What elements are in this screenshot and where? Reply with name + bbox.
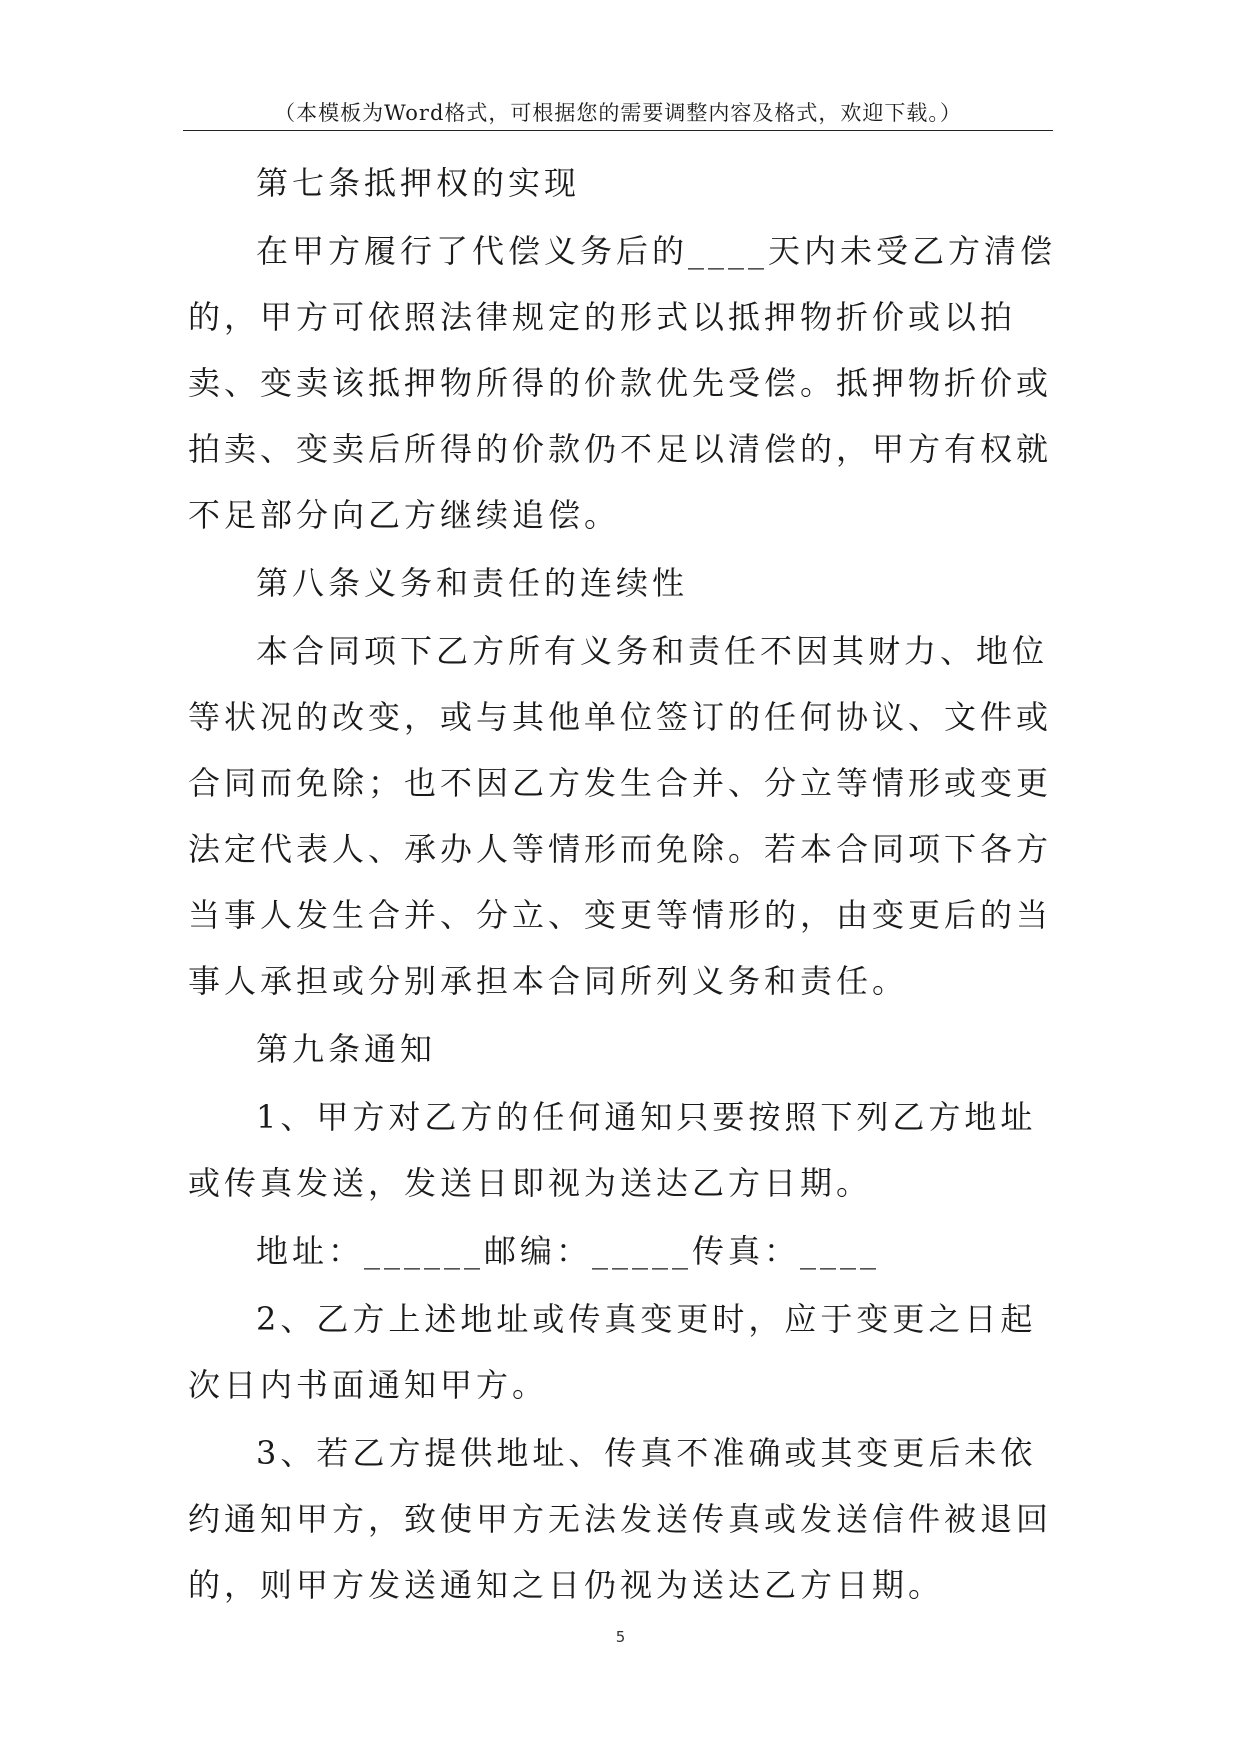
article-9-clause-1: 1、甲方对乙方的任何通知只要按照下列乙方地址或传真发送，发送日即视为送达乙方日期。 [188,1098,1037,1202]
contact-fields-line: 地址：______邮编：_____传真：____ [256,1232,881,1270]
article-8-heading: 第八条义务和责任的连续性 [256,564,689,602]
template-note-header: （本模板为Word格式，可根据您的需要调整内容及格式，欢迎下载。） [274,101,962,125]
article-9-clause-2: 2、乙方上述地址或传真变更时，应于变更之日起次日内书面通知甲方。 [188,1300,1037,1404]
article-9-clause-3: 3、若乙方提供地址、传真不准确或其变更后未依约通知甲方，致使甲方无法发送传真或发送信件被退回的，则甲方发送通知之日仍视为送达乙方日期。 [188,1434,1053,1604]
article-9-heading: 第九条通知 [256,1030,437,1068]
article-8-paragraph: 本合同项下乙方所有义务和责任不因其财力、地位等状况的改变，或与其他单位签订的任何协议、文件或合同而免除；也不因乙方发生合并、分立等情形或变更法定代表人、承办人等情形而免除。若本合同项下各方当事人发生合并、分立、变更等情形的，由变更后的当事人承担或分别承担本合同所列义务和责任。 [188,632,1053,1000]
page-number: 5 [615,1628,626,1646]
article-7-paragraph: 在甲方履行了代偿义务后的____天内未受乙方清偿的，甲方可依照法律规定的形式以抵押物折价或以拍卖、变卖该抵押物所得的价款优先受偿。抵押物折价或拍卖、变卖后所得的价款仍不足以清偿的，甲方有权就不足部分向乙方继续追偿。 [188,232,1057,534]
article-7-heading: 第七条抵押权的实现 [256,164,581,202]
document-body [188,150,1068,1620]
header-divider [183,130,1053,131]
